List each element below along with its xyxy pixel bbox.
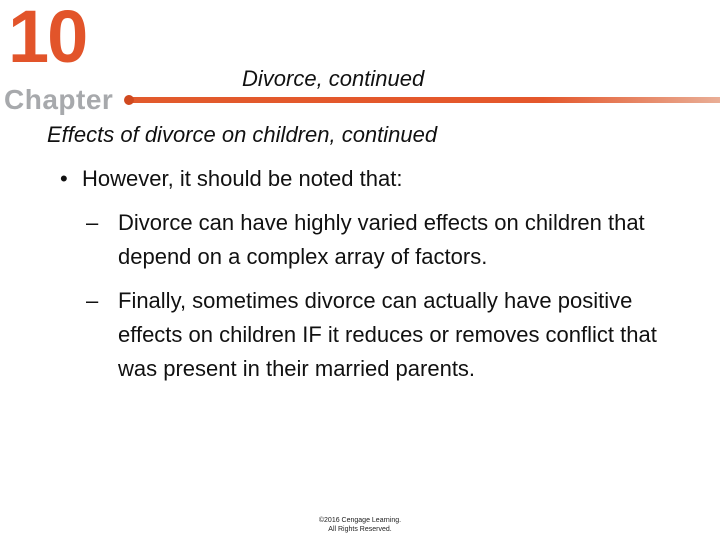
sub-bullet-marker: –	[86, 288, 99, 313]
chapter-word: Chapter	[4, 84, 114, 115]
copyright-footer	[300, 516, 420, 534]
bullet-marker: •	[60, 166, 68, 191]
slide-title: Divorce, continued	[242, 66, 425, 91]
title-rule	[130, 97, 720, 103]
rights-line: All Rights Reserved.	[328, 526, 392, 533]
copyright-line: ©2016 Cengage Learning.	[318, 517, 402, 524]
sub-bullet-text: Finally, sometimes divorce can actually have positive effects on children IF it reduces or removes conflict that was present in their married parents.	[118, 288, 657, 381]
bullet-text: However, it should be noted that:	[82, 166, 403, 191]
title-rule-dot	[124, 95, 134, 105]
chapter-badge	[4, 0, 116, 116]
slide-subheading: Effects of divorce on children, continued	[47, 122, 438, 147]
sub-bullet-marker: –	[86, 210, 99, 235]
chapter-number: 10	[8, 0, 87, 78]
sub-bullet-text: Divorce can have highly varied effects on children that depend on a complex array of factors.	[118, 210, 645, 269]
